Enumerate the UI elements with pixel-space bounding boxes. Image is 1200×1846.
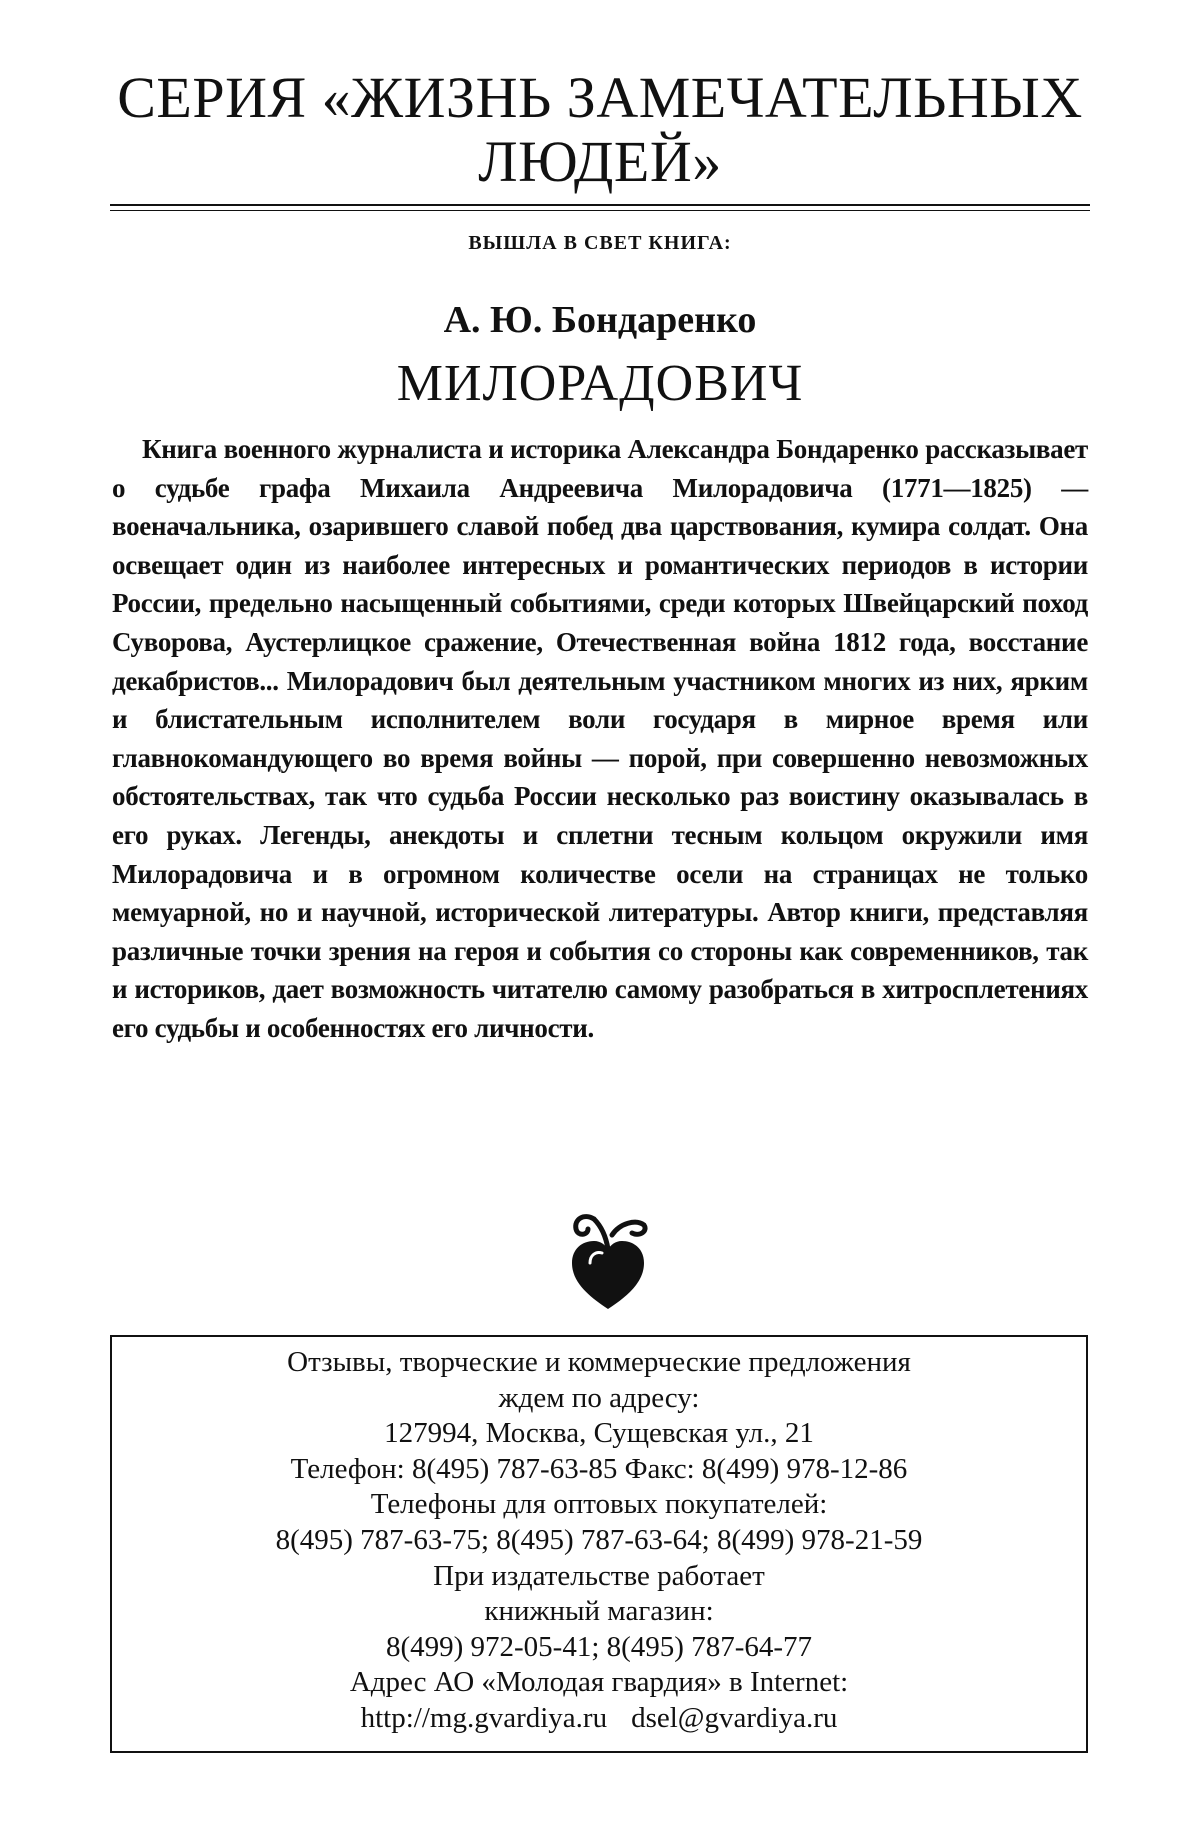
postal-address: 127994, Москва, Сущевская ул., 21 — [384, 1417, 814, 1450]
series-title — [100, 66, 1100, 194]
internet-label: Адрес АО «Молодая гвардия» в Internet: — [349, 1666, 849, 1699]
contact-lines — [112, 1345, 1086, 1737]
web-contacts — [112, 1701, 1086, 1737]
book-author: А. Ю. Бондаренко — [443, 299, 757, 341]
wholesale-label: Телефоны для оптовых покупателей: — [370, 1488, 828, 1521]
publisher-emblem-icon — [560, 1205, 656, 1315]
website-link[interactable]: http://mg.gvardiya.ru — [360, 1701, 608, 1734]
email-link[interactable]: dsel@gvardiya.ru — [631, 1701, 838, 1734]
published-kicker: ВЫШЛА В СВЕТ КНИГА: — [468, 232, 732, 254]
phone-fax: Телефон: 8(495) 787-63-85 Факс: 8(499) 978-12-86 — [290, 1452, 908, 1485]
wholesale-phones: 8(495) 787-63-75; 8(495) 787-63-64; 8(499) 978-21-59 — [275, 1523, 923, 1556]
series-title-line2: ЛЮДЕЙ» — [478, 129, 722, 194]
book-title: МИЛОРАДОВИЧ — [396, 355, 804, 412]
contact-invite-line2: ждем по адресу: — [498, 1381, 700, 1414]
book-description: Книга военного журналиста и историка Александра Бондаренко рассказывает о судьбе графа Михаила Андреевича Милорадовича (1771—1825) — военачальника, озарившего славой побед два царствования, кумира солдат. Она освещает один из наиболее интересных и романтических периодов в истории России, предельно насыщенный событиями, среди которых Швейцарский поход Суворова, Аустерлицкое сражение, Отечественная война 1812 года, восстание декабристов... Милорадович был деятельным участником многих из них, ярким и блистательным исполнителем воли государя в мирное время или главнокомандующего во время войны — порой, при совершенно невозможных обстоятельствах, так что судьба России несколько раз воистину оказывалась в его руках. Легенды, анекдоты и сплетни тесным кольцом окружили имя Милорадовича и в огромном количестве осели на страницах не только мемуарной, но и научной, исторической литературы. Автор книги, представляя различные точки зрения на героя и события со стороны как современников, так и историков, дает возможность читателю самому разобраться в хитросплетениях его судьбы и особенностях его личности. — [112, 434, 1088, 1043]
shop-line1: При издательстве работает — [433, 1559, 765, 1592]
contact-invite-line1: Отзывы, творческие и коммерческие предложения — [287, 1346, 911, 1378]
shop-line2: книжный магазин: — [484, 1595, 714, 1628]
series-title-line1: СЕРИЯ «ЖИЗНЬ ЗАМЕЧАТЕЛЬНЫХ — [117, 65, 1083, 130]
contact-box — [110, 1335, 1088, 1753]
header-rule-thin — [110, 210, 1090, 211]
header-rule-thick — [110, 204, 1090, 206]
shop-phones: 8(499) 972-05-41; 8(495) 787-64-77 — [385, 1630, 813, 1663]
